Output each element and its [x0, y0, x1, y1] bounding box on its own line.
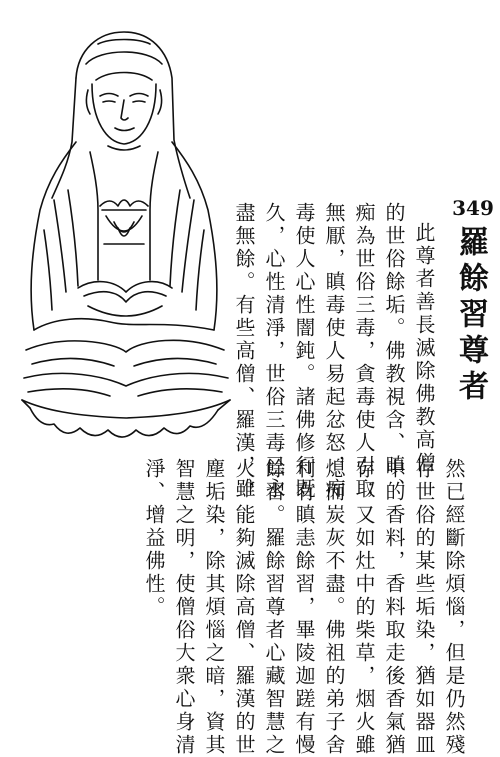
- text-column: 盡無餘。有些高僧、羅漢，雖: [232, 202, 256, 501]
- text-column: 久，心性清淨，世俗三毒已永: [262, 202, 286, 501]
- text-column: 毒使人心性闇鈍。諸佛修行既: [292, 202, 316, 501]
- page-title: 羅餘習尊者: [453, 226, 488, 406]
- text-column: 中的香料，香料取走後香氣猶: [382, 458, 406, 757]
- text-column: 智慧之明，使僧俗大衆心身清: [172, 458, 196, 757]
- entry-number: 349: [452, 196, 494, 220]
- text-column: 熄而炭灰不盡。佛祖的弟子舍: [322, 458, 346, 757]
- text-column: 此尊者善長滅除佛教高僧: [412, 222, 436, 475]
- text-column: 餘習。羅餘習尊者心藏智慧之: [262, 458, 286, 757]
- arhat-illustration: [14, 30, 244, 450]
- text-column: 存世俗的某些垢染，猶如器皿: [412, 458, 436, 757]
- text-column: 痴為世俗三毒，貪毒使人引取: [352, 202, 376, 501]
- text-column: 火，能夠滅除高僧、羅漢的世: [232, 458, 256, 757]
- text-column: 的世俗餘垢。佛教視含、瞋、: [382, 202, 406, 501]
- text-column: 存；又如灶中的柴草，烟火雖: [352, 458, 376, 757]
- text-column: 無厭，瞋毒使人易起忿怒，痴: [322, 202, 346, 501]
- text-column: 塵垢染，除其煩惱之暗，資其: [202, 458, 226, 757]
- text-column: 利有瞋恚餘習，畢陵迦蹉有慢: [292, 458, 316, 757]
- text-column: 淨、增益佛性。: [142, 458, 166, 619]
- text-column: 然已經斷除煩惱，但是仍然殘: [442, 458, 466, 757]
